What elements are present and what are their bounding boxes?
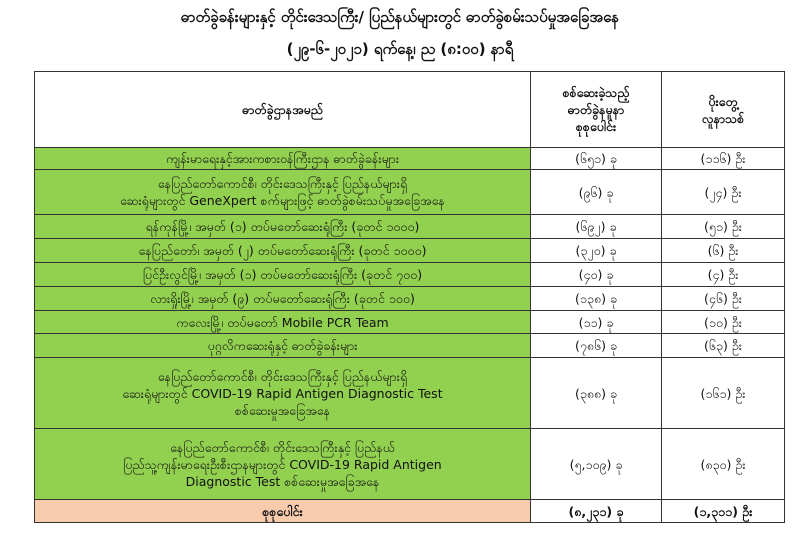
total-positive: (၁,၃၁၁) ဦး — [662, 500, 785, 523]
table-row — [35, 358, 785, 429]
lab-name-line: လားရှိုးမြို့၊ အမှတ် (၉) တပ်မတော်ဆေးရုံကြီး (ခုတင် ၁၀၀) — [150, 291, 415, 306]
table-row — [35, 429, 785, 500]
positive-cell: (၂၄) ဦး — [662, 170, 785, 215]
samples-cell: (၆၅၁) ခု — [531, 148, 662, 170]
table-row — [35, 263, 785, 287]
report-date: (၂၉-၆-၂၀၂၁) ရက်နေ့၊ ည (၈:၀၀) နာရီ — [286, 40, 514, 58]
positive-cell: (၁၆၁) ဦး — [662, 358, 785, 429]
lab-name-cell — [35, 170, 531, 215]
table-row — [35, 170, 785, 215]
header-positive-line: ပိုးတွေ့ — [708, 93, 738, 109]
lab-name-line: နေပြည်တော်ကောင်စီ၊ တိုင်းဒေသကြီးနှင့် ပြည်နယ်များရှိ — [157, 176, 408, 191]
lab-name-cell — [35, 148, 531, 170]
header-positive — [662, 72, 785, 148]
lab-name-line: နေပြည်တော်၊ အမှတ် (၂) တပ်မတော်ဆေးရုံကြီး (ခုတင် ၁၀၀၀) — [138, 243, 427, 258]
lab-name-line: နေပြည်တော်ကောင်စီ၊ တိုင်းဒေသကြီးနှင့် ပြည်နယ်များရှိ — [157, 368, 408, 384]
lab-name-cell — [35, 358, 531, 429]
header-positive-line: လူနာသစ် — [701, 110, 745, 126]
positive-cell: (၁၀) ဦး — [662, 311, 785, 334]
table-row — [35, 311, 785, 334]
lab-name-cell — [35, 287, 531, 311]
samples-cell: (၃၈၈) ခု — [531, 358, 662, 429]
positive-cell: (၁၁၆) ဦး — [662, 148, 785, 170]
positive-cell: (၆၃) ဦး — [662, 334, 785, 358]
lab-name-cell — [35, 263, 531, 287]
samples-cell: (၁၁) ခု — [531, 311, 662, 334]
lab-name-line: ဆေးရုံများတွင် GeneXpert စက်များဖြင့် ဓာတ်ခွဲစမ်းသပ်မှုအခြေအနေ — [120, 193, 445, 208]
table-row — [35, 287, 785, 311]
lab-name-cell — [35, 311, 531, 334]
lab-name-cell — [35, 215, 531, 239]
positive-cell: (၅၁) ဦး — [662, 215, 785, 239]
positive-cell: (၆) ဦး — [662, 239, 785, 263]
samples-cell: (၉၆) ခု — [531, 170, 662, 215]
lab-name-cell — [35, 429, 531, 500]
samples-cell: (၃၂၀) ခု — [531, 239, 662, 263]
table-row — [35, 334, 785, 358]
total-label: စုစုပေါင်း — [35, 500, 531, 523]
samples-cell: (၁၃၈) ခု — [531, 287, 662, 311]
report-title: ဓာတ်ခွဲခန်းများနှင့် တိုင်းဒေသကြီး/ ပြည်နယ်များတွင် ဓာတ်ခွဲစမ်းသပ်မှုအခြေအနေ — [180, 8, 620, 26]
positive-cell: (၄၆) ဦး — [662, 287, 785, 311]
header-samples — [531, 72, 662, 148]
lab-name-line: နေပြည်တော်ကောင်စီ၊ တိုင်းဒေသကြီးနှင့် ပြည်နယ် — [170, 439, 395, 455]
header-samples-line: ဓာတ်ခွဲနမူနာ — [567, 102, 625, 117]
total-row — [35, 500, 785, 523]
table-row — [35, 215, 785, 239]
lab-test-table — [34, 71, 785, 523]
lab-name-line: ကျန်းမာရေးနှင့်အားကစားဝန်ကြီးဌာန ဓာတ်ခွဲခန်းများ — [165, 151, 399, 166]
positive-cell: (၈၃၀) ဦး — [662, 429, 785, 500]
lab-name-line: ရန်ကုန်မြို့၊ အမှတ် (၁) တပ်မတော်ဆေးရုံကြီး (ခုတင် ၁၀၀၀) — [145, 219, 420, 234]
samples-cell: (၇၈၆) ခု — [531, 334, 662, 358]
lab-name-line: ပုဂ္ဂလိကဆေးရုံနှင့် ဓာတ်ခွဲခန်းများ — [207, 338, 358, 353]
lab-name-line: ဆေးရုံများတွင် COVID-19 Rapid Antigen Diagnostic Test — [122, 385, 443, 401]
lab-name-line: စစ်ဆေးမှုအခြေအနေ — [234, 402, 331, 418]
header-row — [35, 72, 785, 148]
lab-name-cell — [35, 334, 531, 358]
lab-name-line: Diagnostic Test စစ်ဆေးမှုအခြေအနေ — [185, 473, 380, 489]
table-row — [35, 148, 785, 170]
lab-name-cell — [35, 239, 531, 263]
header-samples-line: စစ်ဆေးခဲ့သည့် — [562, 85, 630, 100]
lab-name-line: ပြင်ဦးလွင်မြို့၊ အမှတ် (၁) တပ်မတော်ဆေးရုံကြီး (ခုတင် ၇၀၀) — [142, 267, 423, 282]
header-lab-name: ဓာတ်ခွဲဌာနအမည် — [35, 72, 531, 148]
samples-cell: (၄၀) ခု — [531, 263, 662, 287]
lab-name-line: ပြည်သူ့ကျန်းမာရေးဦးစီးဌာနများတွင် COVID-19 Rapid Antigen — [123, 456, 442, 472]
header-samples-line: စုစုပေါင်း — [575, 119, 617, 134]
lab-name-line: ကလေးမြို့၊ တပ်မတော် Mobile PCR Team — [176, 314, 389, 330]
samples-cell: (၆၉၂) ခု — [531, 215, 662, 239]
samples-cell: (၅,၁၀၉) ခု — [531, 429, 662, 500]
total-samples: (၈,၂၃၁) ခု — [531, 500, 662, 523]
table-row — [35, 239, 785, 263]
positive-cell: (၄) ဦး — [662, 263, 785, 287]
